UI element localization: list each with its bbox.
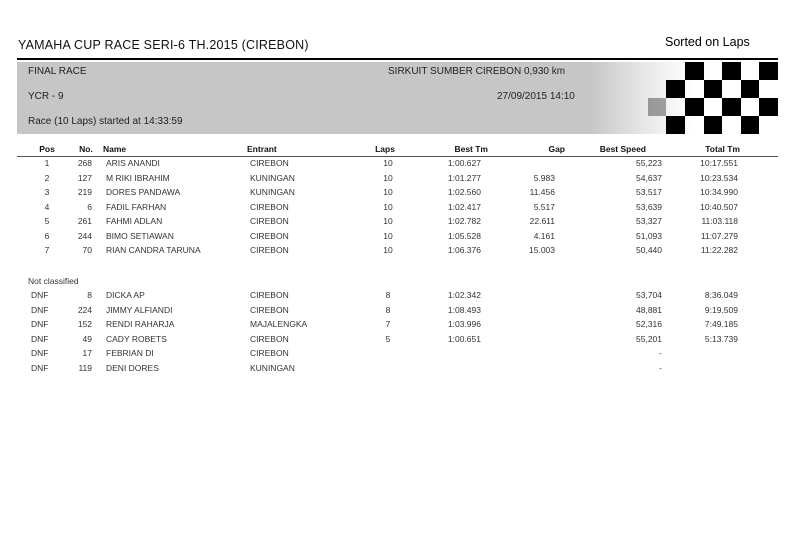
col-name: Name [103, 144, 127, 154]
cell-name: RIAN CANDRA TARUNA [106, 245, 201, 255]
cell-name: DICKA AP [106, 290, 145, 300]
table-row [0, 245, 800, 259]
class-label: YCR - 9 [28, 91, 64, 102]
cell-no: 49 [82, 333, 92, 344]
cell-best: 1:05.528 [447, 230, 481, 241]
cell-total: 10:34.990 [700, 187, 738, 197]
cell-entrant: CIREBON [250, 230, 289, 241]
cell-laps: 5 [385, 333, 391, 344]
header-rule [17, 156, 778, 157]
cell-entrant: CIREBON [250, 333, 289, 344]
cell-entrant: CIREBON [250, 158, 289, 168]
table-row [0, 348, 800, 362]
cell-speed: 53,704 [636, 290, 662, 300]
cell-best: 1:06.376 [447, 245, 481, 255]
cell-speed: - [659, 362, 662, 373]
col-laps: Laps [375, 144, 395, 154]
cell-gap: 4.161 [533, 230, 555, 241]
cell-speed: 50,440 [636, 245, 662, 255]
cell-no: 224 [77, 304, 92, 315]
checkered-flag [589, 62, 778, 134]
table-row [0, 158, 800, 172]
col-gap: Gap [548, 144, 565, 154]
cell-speed: 53,327 [636, 216, 662, 226]
table-row [0, 290, 800, 304]
cell-best: 1:02.560 [447, 187, 481, 197]
cell-best: 1:01.277 [447, 172, 481, 183]
cell-name: CADY ROBETS [106, 333, 167, 344]
cell-pos: DNF [31, 348, 49, 358]
table-row [0, 187, 800, 201]
cell-best: 1:00.651 [447, 333, 481, 344]
cell-entrant: CIREBON [250, 304, 289, 315]
table-row [0, 305, 800, 319]
cell-name: FEBRIAN DI [106, 348, 154, 358]
cell-laps: 8 [385, 290, 391, 300]
cell-total: 9:19.509 [704, 304, 738, 315]
cell-total: 8:36.049 [704, 290, 738, 300]
cell-speed: 51,093 [636, 230, 662, 241]
report-title: YAMAHA CUP RACE SERI-6 TH.2015 (CIREBON) [18, 38, 309, 52]
circuit-name: SIRKUIT SUMBER CIREBON 0,930 km [388, 66, 566, 77]
col-no: No. [79, 144, 93, 154]
cell-entrant: CIREBON [250, 201, 289, 212]
cell-pos: 1 [44, 158, 50, 168]
cell-gap: 15.003 [529, 245, 555, 255]
cell-pos: DNF [31, 304, 49, 315]
table-row [0, 216, 800, 230]
table-row [0, 173, 800, 187]
cell-name: FAHMI ADLAN [106, 216, 163, 226]
cell-speed: 55,223 [636, 158, 662, 168]
cell-pos: 3 [44, 187, 50, 197]
cell-best: 1:02.782 [447, 216, 481, 226]
cell-no: 6 [87, 201, 92, 212]
cell-speed: 52,316 [636, 319, 662, 329]
cell-laps: 10 [383, 201, 393, 212]
cell-entrant: CIREBON [250, 245, 289, 255]
cell-laps: 10 [383, 158, 393, 168]
table-row [0, 334, 800, 348]
cell-speed: 53,517 [636, 187, 662, 197]
cell-best: 1:08.493 [447, 304, 481, 315]
cell-speed: 54,637 [636, 172, 662, 183]
cell-no: 70 [82, 245, 92, 255]
cell-laps: 8 [385, 304, 391, 315]
cell-total: 5:13.739 [704, 333, 738, 344]
top-rule [17, 58, 778, 60]
cell-no: 152 [77, 319, 92, 329]
cell-total: 10:23.534 [700, 172, 738, 183]
cell-name: JIMMY ALFIANDI [106, 304, 173, 315]
cell-speed: 53,639 [636, 201, 662, 212]
cell-total: 11:07.279 [700, 230, 738, 241]
col-total-tm: Total Tm [705, 144, 740, 154]
cell-no: 127 [77, 172, 92, 183]
cell-pos: DNF [31, 290, 49, 300]
cell-laps: 10 [383, 245, 393, 255]
cell-pos: DNF [31, 362, 49, 373]
cell-name: DORES PANDAWA [106, 187, 181, 197]
cell-no: 244 [77, 230, 92, 241]
cell-entrant: KUNINGAN [250, 362, 295, 373]
cell-total: 11:03.118 [701, 216, 738, 226]
cell-entrant: CIREBON [250, 216, 289, 226]
cell-gap: 11.456 [529, 187, 555, 197]
cell-name: M RIKI IBRAHIM [106, 172, 170, 183]
cell-name: RENDI RAHARJA [106, 319, 175, 329]
cell-laps: 10 [383, 230, 393, 241]
cell-laps: 10 [383, 187, 393, 197]
cell-pos: 4 [44, 201, 50, 212]
cell-total: 10:17.551 [700, 158, 738, 168]
table-row [0, 202, 800, 216]
cell-best: 1:00.627 [447, 158, 481, 168]
cell-gap: 5.983 [533, 172, 555, 183]
cell-speed: 48,881 [636, 304, 662, 315]
cell-total: 10:40.507 [700, 201, 738, 212]
col-best-speed: Best Speed [599, 144, 646, 154]
cell-entrant: MAJALENGKA [250, 319, 308, 329]
cell-entrant: KUNINGAN [250, 172, 295, 183]
cell-gap: 5.517 [533, 201, 555, 212]
cell-no: 268 [77, 158, 92, 168]
cell-laps: 10 [383, 172, 393, 183]
cell-pos: 2 [44, 172, 50, 183]
cell-best: 1:02.417 [447, 201, 481, 212]
cell-pos: 7 [44, 245, 50, 255]
cell-laps: 7 [385, 319, 391, 329]
race-start: Race (10 Laps) started at 14:33:59 [28, 116, 183, 127]
col-pos: Pos [39, 144, 55, 154]
col-best-tm: Best Tm [454, 144, 488, 154]
cell-pos: 5 [44, 216, 50, 226]
cell-speed: - [659, 348, 662, 358]
cell-name: FADIL FARHAN [106, 201, 167, 212]
race-date: 27/09/2015 14:10 [497, 91, 575, 102]
sort-label: Sorted on Laps [665, 35, 750, 49]
cell-laps: 10 [383, 216, 393, 226]
col-entrant: Entrant [247, 144, 277, 154]
cell-total: 7:49.185 [704, 319, 738, 329]
cell-best: 1:02.342 [447, 290, 481, 300]
cell-no: 219 [77, 187, 92, 197]
cell-entrant: KUNINGAN [250, 187, 295, 197]
table-row [0, 363, 800, 377]
cell-no: 119 [78, 362, 92, 373]
table-row [0, 231, 800, 245]
cell-no: 8 [87, 290, 92, 300]
cell-pos: DNF [31, 319, 49, 329]
cell-pos: 6 [44, 230, 50, 241]
cell-gap: 22.611 [529, 216, 555, 226]
table-row [0, 319, 800, 333]
cell-name: DENI DORES [106, 362, 159, 373]
cell-entrant: CIREBON [250, 290, 289, 300]
cell-entrant: CIREBON [250, 348, 289, 358]
race-name: FINAL RACE [28, 66, 87, 77]
cell-name: BIMO SETIAWAN [106, 230, 174, 241]
cell-no: 261 [77, 216, 92, 226]
cell-pos: DNF [31, 333, 49, 344]
cell-name: ARIS ANANDI [106, 158, 160, 168]
cell-best: 1:03.996 [447, 319, 481, 329]
cell-no: 17 [82, 348, 92, 358]
not-classified-label: Not classified [28, 276, 79, 286]
cell-total: 11:22.282 [700, 245, 738, 255]
cell-speed: 55,201 [636, 333, 662, 344]
